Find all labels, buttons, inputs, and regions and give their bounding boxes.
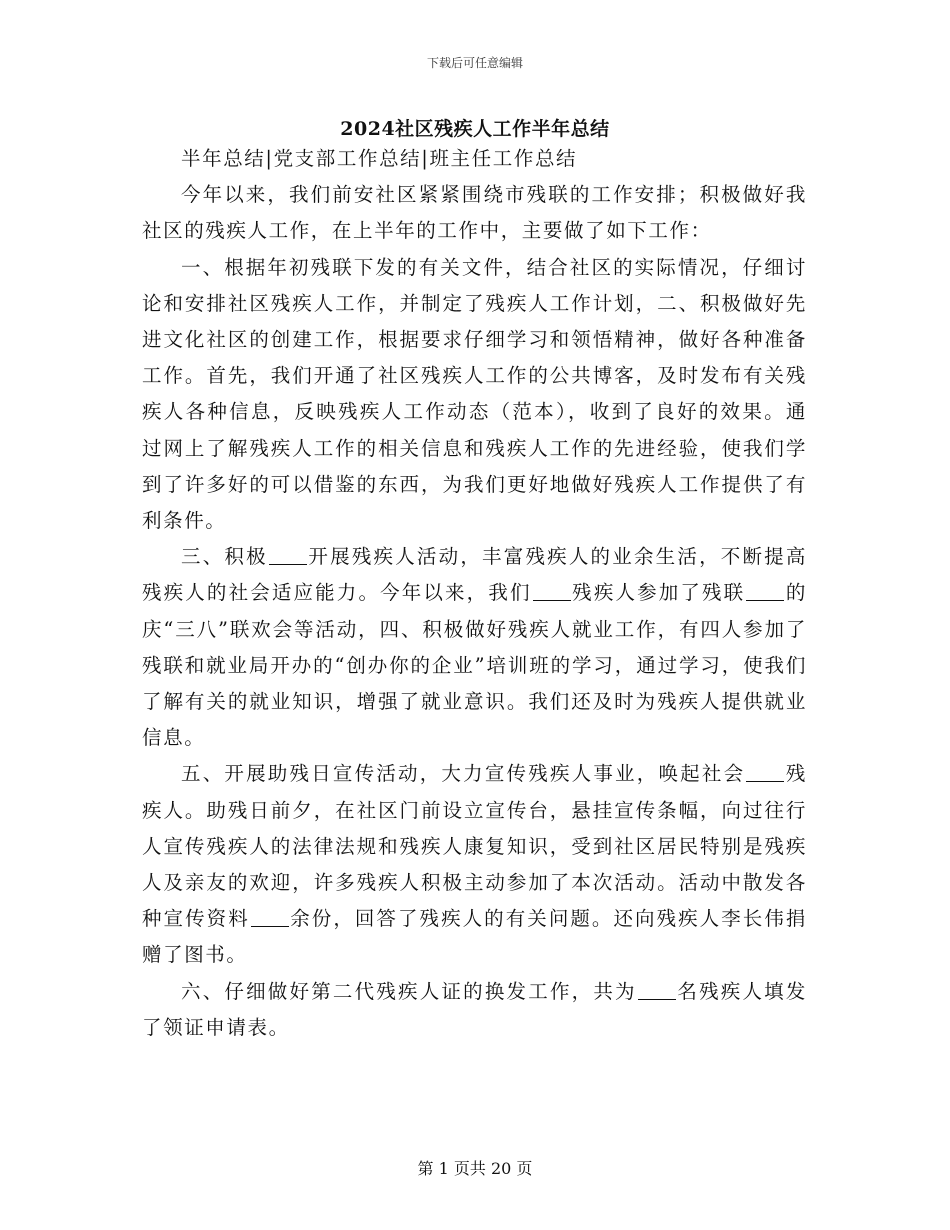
paragraph-text: 余份，回答了残疾人的有关问题。还向残疾人李长伟捐赠了图书。 [142,907,807,967]
fill-in-blank [269,563,307,565]
fill-in-blank [533,599,571,601]
fill-in-blank [638,998,676,1000]
paragraph-text: 的庆“三八”联欢会等活动，四、积极做好残疾人就业工作，有四人参加了残联和就业局开办的“创办你的企业”培训班的学习，通过学习，使我们了解有关的就业知识，增强了就业意识。我们还及时为残疾人提供就业信息。 [142,581,807,750]
paragraph-text: 今年以来，我们前安社区紧紧围绕市残联的工作安排；积极做好我社区的残疾人工作，在上半年的工作中，主要做了如下工作： [142,183,807,243]
paragraph-item-5 [142,756,807,973]
paragraph-intro [142,177,807,249]
paragraph-text: 五、开展助残日宣传活动，大力宣传残疾人事业，唤起社会 [181,762,746,786]
document-body [142,141,807,1046]
paragraph-text: 半年总结|党支部工作总结|班主任工作总结 [181,147,578,170]
paragraph-item-6 [142,974,807,1046]
paragraph-text: 六、仔细做好第二代残疾人证的换发工作，共为 [181,979,637,1003]
fill-in-blank [746,599,784,601]
paragraph-text: 残疾人。助残日前夕，在社区门前设立宣传台，悬挂宣传条幅，向过往行人宣传残疾人的法律法规和残疾人康复知识，受到社区居民特别是残疾人及亲友的欢迎，许多残疾人积极主动参加了本次活动。活动中散发各种宣传资料 [142,762,807,931]
paragraph-categories [142,141,807,177]
document-title: 2024社区残疾人工作半年总结 [340,118,610,140]
paragraph-item-1-2 [142,250,807,540]
page-number: 第 1 页共 20 页 [417,1159,533,1178]
paragraph-text: 名残疾人填发了领证申请表。 [142,979,807,1039]
paragraph-item-3-4 [142,539,807,756]
page-header-note: 下载后可任意编辑 [426,56,523,70]
paragraph-text: 开展残疾人活动，丰富残疾人的业余生活，不断提高残疾人的社会适应能力。今年以来，我们 [142,545,807,605]
fill-in-blank [251,925,289,927]
paragraph-text: 三、积极 [181,545,268,569]
paragraph-text: 一、根据年初残联下发的有关文件，结合社区的实际情况，仔细讨论和安排社区残疾人工作，并制定了残疾人工作计划，二、积极做好先进文化社区的创建工作，根据要求仔细学习和领悟精神，做好各种准备工作。首先，我们开通了社区残疾人工作的公共博客，及时发布有关残疾人各种信息，反映残疾人工作动态（范本），收到了良好的效果。通过网上了解残疾人工作的相关信息和残疾人工作的先进经验，使我们学到了许多好的可以借鉴的东西，为我们更好地做好残疾人工作提供了有利条件。 [142,255,807,533]
fill-in-blank [746,780,784,782]
paragraph-text: 残疾人参加了残联 [571,581,746,605]
